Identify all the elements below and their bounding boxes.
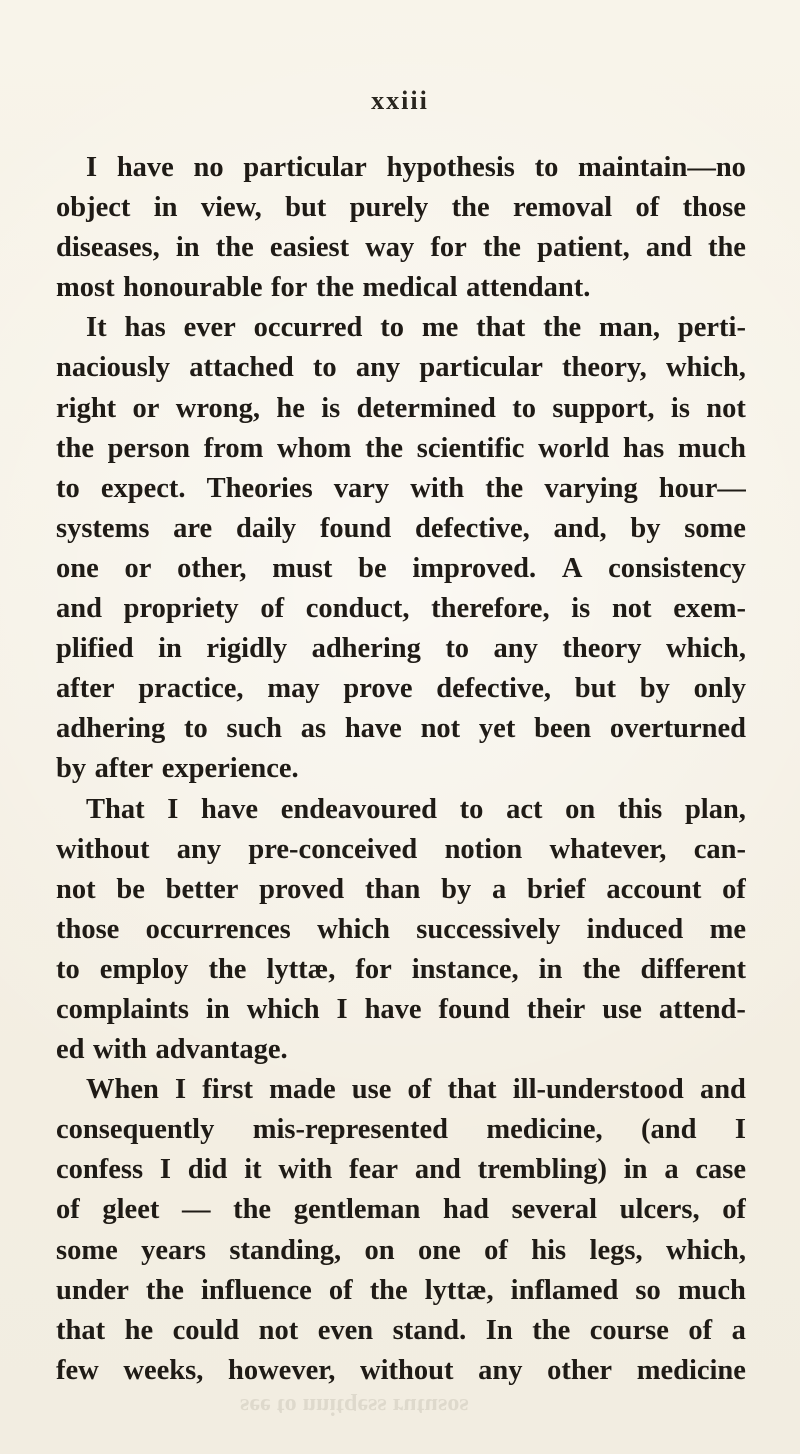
word: to	[56, 472, 80, 504]
word: prove	[343, 673, 413, 705]
word: lyttæ,	[424, 1274, 494, 1306]
word: any	[493, 633, 538, 665]
word: When	[86, 1074, 159, 1106]
word: I	[86, 152, 98, 183]
word: have	[116, 152, 174, 183]
word: one	[56, 552, 99, 584]
text-line	[56, 469, 746, 509]
word: on	[364, 1234, 395, 1266]
word: of	[407, 1074, 432, 1106]
word: with	[410, 472, 465, 504]
word: did	[187, 1154, 228, 1186]
word: induced	[586, 913, 684, 945]
word: removal	[512, 192, 613, 224]
word: which,	[665, 1234, 746, 1266]
word: such	[226, 713, 282, 745]
word: weeks,	[123, 1354, 204, 1386]
word: that	[447, 1074, 497, 1106]
word: to	[312, 352, 337, 384]
word: consistency	[608, 552, 746, 584]
word: without	[360, 1354, 454, 1386]
text-line	[56, 549, 746, 589]
word: to	[184, 713, 208, 745]
word: the	[365, 432, 404, 464]
word: different	[640, 953, 746, 985]
word: several	[511, 1194, 598, 1226]
word: a	[664, 1154, 679, 1186]
word: be	[116, 873, 145, 905]
word: defective,	[415, 512, 530, 544]
word: I	[159, 1154, 171, 1186]
word: of	[260, 593, 285, 625]
word: hour—	[658, 472, 746, 504]
word: the	[208, 953, 247, 985]
word: account	[606, 873, 702, 905]
word: so	[635, 1274, 661, 1306]
word: most	[56, 272, 115, 304]
word: be	[358, 552, 387, 584]
word: In	[485, 1314, 513, 1346]
word: not	[420, 713, 461, 745]
word: and	[645, 232, 692, 264]
word: influence	[200, 1274, 312, 1306]
word: theory	[562, 633, 642, 665]
word: years	[141, 1234, 207, 1266]
word: after	[94, 753, 154, 785]
word: that	[56, 1314, 106, 1346]
text-line	[56, 870, 746, 910]
word: to	[445, 633, 470, 665]
word: rigidly	[206, 633, 288, 665]
word: from	[203, 432, 264, 464]
text-line	[56, 389, 746, 429]
word: instance,	[411, 953, 519, 985]
word: notion	[444, 833, 523, 865]
word: proved	[259, 873, 345, 905]
word: course	[589, 1314, 669, 1346]
word: naciously	[56, 352, 171, 384]
word: varying	[544, 472, 638, 504]
word: Theories	[206, 472, 313, 504]
word: stand.	[392, 1314, 467, 1346]
text-line	[56, 790, 746, 830]
word: to	[512, 392, 537, 424]
word: the	[482, 232, 521, 264]
word: has	[623, 432, 665, 464]
word: successively	[416, 913, 561, 945]
word: on	[565, 793, 596, 825]
word: endeavoured	[280, 793, 437, 825]
word: he	[124, 1314, 154, 1346]
word: lyttæ,	[266, 953, 336, 985]
show-through-text: see to nnitqess rutusos	[240, 1393, 469, 1419]
word: the	[369, 1274, 408, 1306]
text-line	[56, 1271, 746, 1311]
text-line	[56, 669, 746, 709]
word: occurred	[253, 312, 363, 344]
word: and	[56, 593, 102, 625]
word: the	[145, 1274, 184, 1306]
word: than	[364, 873, 421, 905]
word: of	[635, 192, 660, 224]
word: few	[56, 1354, 99, 1386]
word: any	[355, 352, 401, 384]
word: his	[531, 1234, 567, 1266]
word: one	[417, 1234, 461, 1266]
word: practice,	[138, 673, 244, 705]
word: act	[506, 793, 543, 825]
word: this	[617, 793, 663, 825]
word: not	[56, 873, 96, 905]
word: by	[441, 873, 472, 905]
word: of	[688, 1314, 713, 1346]
word: yet	[478, 713, 516, 745]
word: it	[244, 1154, 262, 1186]
text-line	[56, 910, 746, 950]
word: standing,	[229, 1234, 342, 1266]
word: attached	[189, 352, 294, 384]
word: by	[639, 673, 670, 705]
text-line	[56, 1030, 746, 1070]
word: medical	[362, 272, 458, 304]
text-line	[56, 1351, 746, 1391]
word: for	[430, 232, 467, 264]
word: A	[561, 552, 583, 584]
text-line	[56, 1070, 746, 1110]
word: found	[319, 512, 392, 544]
word: plan,	[684, 793, 746, 825]
word: ever	[183, 312, 236, 344]
word: adhering	[56, 713, 166, 745]
word: mis-represented	[252, 1114, 448, 1146]
word: the	[485, 472, 524, 504]
text-line	[56, 1150, 746, 1190]
word: only	[693, 673, 746, 705]
word: the	[532, 1314, 571, 1346]
word: those	[56, 913, 120, 945]
word: of	[328, 1274, 353, 1306]
word: in	[623, 1154, 648, 1186]
word: better	[165, 873, 239, 905]
word: some	[684, 512, 746, 544]
word: had	[443, 1194, 489, 1226]
word: particular	[419, 352, 543, 384]
word: in	[538, 953, 563, 985]
word: determined	[356, 392, 496, 424]
word: not	[611, 593, 652, 625]
word: after	[56, 673, 115, 705]
word: by	[630, 512, 661, 544]
word: have	[201, 793, 259, 825]
word: any	[176, 833, 222, 865]
word: confess	[56, 1154, 144, 1186]
word: gentleman	[293, 1194, 421, 1226]
word: adhering	[311, 633, 421, 665]
word: particular	[243, 152, 367, 183]
word: has	[124, 312, 166, 344]
word: is	[670, 392, 690, 424]
word: use	[602, 993, 642, 1025]
word: It	[86, 312, 107, 344]
word: person	[107, 432, 191, 464]
word: consequently	[56, 1114, 215, 1146]
word: therefore,	[431, 593, 550, 625]
word: legs,	[589, 1234, 643, 1266]
text-line	[56, 709, 746, 749]
word: me	[709, 913, 746, 945]
text-line	[56, 509, 746, 549]
text-line	[56, 830, 746, 870]
word: support,	[552, 392, 655, 424]
word: overturned	[609, 713, 746, 745]
word: can-	[693, 833, 746, 865]
word: world	[538, 432, 610, 464]
word: in	[153, 192, 178, 224]
word: for	[355, 953, 392, 985]
word: however,	[228, 1354, 336, 1386]
word: and	[414, 1154, 461, 1186]
page-number: xxiii	[371, 86, 429, 115]
body-text	[56, 148, 746, 1391]
word: is	[571, 593, 591, 625]
word: patient,	[537, 232, 630, 264]
word: plified	[56, 633, 134, 665]
word: occurrences	[145, 913, 291, 945]
word: under	[56, 1274, 129, 1306]
word: which,	[665, 633, 746, 665]
word: but	[285, 192, 327, 224]
word: fear	[349, 1154, 399, 1186]
word: right	[56, 392, 117, 424]
word: attend-	[658, 993, 746, 1025]
word: in	[205, 993, 230, 1025]
word: view,	[200, 192, 262, 224]
word: to	[56, 953, 80, 985]
word: which	[317, 913, 390, 945]
word: without	[56, 833, 150, 865]
word: —	[181, 1194, 211, 1226]
word: use	[351, 1074, 392, 1106]
word: I	[167, 793, 179, 825]
word: ill-understood	[512, 1074, 684, 1106]
word: that	[476, 312, 526, 344]
word: their	[526, 993, 586, 1025]
word: to	[380, 312, 404, 344]
word: complaints	[56, 993, 190, 1025]
word: honourable	[123, 272, 263, 304]
word: attendant.	[466, 272, 591, 304]
text-line	[56, 990, 746, 1030]
word: improved.	[412, 552, 537, 584]
word: me	[421, 312, 459, 344]
word: employ	[99, 953, 189, 985]
word: brief	[527, 873, 586, 905]
word: other,	[177, 552, 247, 584]
word: (and	[641, 1114, 697, 1146]
word: a	[492, 873, 507, 905]
word: is	[321, 392, 341, 424]
word: which,	[665, 352, 746, 384]
word: are	[173, 512, 213, 544]
word: other	[547, 1354, 613, 1386]
word: easiest	[269, 232, 350, 264]
word: in	[175, 232, 200, 264]
word: perti-	[677, 312, 746, 344]
word: even	[317, 1314, 374, 1346]
word: been	[534, 713, 592, 745]
word: must	[272, 552, 333, 584]
word: whatever,	[549, 833, 667, 865]
text-line	[56, 1231, 746, 1271]
word: hypothesis	[386, 152, 515, 183]
text-line	[56, 950, 746, 990]
word: way	[365, 232, 415, 264]
word: with	[278, 1154, 333, 1186]
word: scientific	[416, 432, 525, 464]
word: vary	[333, 472, 390, 504]
word: expect.	[100, 472, 186, 504]
word: inflamed	[510, 1274, 619, 1306]
word: as	[300, 713, 327, 745]
word: the	[233, 1194, 272, 1226]
text-line	[56, 1190, 746, 1230]
word: any	[478, 1354, 523, 1386]
word: a	[731, 1314, 746, 1346]
word: or	[124, 552, 152, 584]
word: I	[734, 1114, 746, 1146]
word: the	[451, 192, 490, 224]
word: defective,	[436, 673, 552, 705]
word: by	[56, 753, 87, 785]
word: man,	[599, 312, 661, 344]
word: not	[706, 392, 746, 424]
word: experience.	[161, 753, 299, 785]
text-line	[56, 228, 746, 268]
word: have	[344, 713, 402, 745]
word: with	[93, 1034, 147, 1066]
text-line	[56, 308, 746, 348]
text-line	[56, 348, 746, 388]
word: have	[364, 993, 422, 1025]
word: medicine,	[486, 1114, 603, 1146]
word: for	[271, 272, 308, 304]
word: conduct,	[305, 593, 410, 625]
text-line	[56, 589, 746, 629]
word: the	[707, 232, 746, 264]
word: ed	[56, 1034, 85, 1066]
word: he	[276, 392, 305, 424]
word: case	[695, 1154, 746, 1186]
word: of	[56, 1194, 80, 1226]
word: of	[722, 1194, 746, 1226]
word: advantage.	[155, 1034, 288, 1066]
word: much	[677, 1274, 746, 1306]
word: or	[132, 392, 160, 424]
word: first	[202, 1074, 253, 1106]
word: exem-	[673, 593, 746, 625]
word: diseases,	[56, 232, 160, 264]
word: daily	[235, 512, 297, 544]
text-line	[56, 148, 746, 188]
word: the	[582, 953, 621, 985]
word: which	[246, 993, 320, 1025]
text-line	[56, 268, 746, 308]
word: some	[56, 1234, 118, 1266]
word: whom	[276, 432, 352, 464]
word: That	[86, 793, 145, 825]
text-line	[56, 749, 746, 789]
word: no	[193, 152, 224, 183]
word: found	[438, 993, 510, 1025]
word: maintain—no	[578, 152, 746, 183]
word: and	[699, 1074, 746, 1106]
word: to	[534, 152, 559, 183]
word: theory,	[562, 352, 647, 384]
word: pre-conceived	[248, 833, 418, 865]
word: the	[543, 312, 582, 344]
word: propriety	[123, 593, 239, 625]
text-line	[56, 188, 746, 228]
word: made	[269, 1074, 336, 1106]
word: I	[336, 993, 348, 1025]
word: I	[175, 1074, 187, 1106]
word: medicine	[636, 1354, 746, 1386]
word: purely	[349, 192, 429, 224]
word: those	[682, 192, 746, 224]
word: to	[459, 793, 484, 825]
word: could	[172, 1314, 240, 1346]
word: of	[722, 873, 746, 905]
word: in	[158, 633, 182, 665]
word: but	[574, 673, 616, 705]
word: may	[267, 673, 320, 705]
word: object	[56, 192, 131, 224]
word: ulcers,	[619, 1194, 700, 1226]
text-line	[56, 629, 746, 669]
word: of	[484, 1234, 508, 1266]
word: the	[315, 272, 354, 304]
word: systems	[56, 512, 150, 544]
word: and,	[553, 512, 607, 544]
word: much	[677, 432, 746, 464]
word: wrong,	[175, 392, 260, 424]
text-line	[56, 1110, 746, 1150]
word: the	[215, 232, 254, 264]
word: not	[258, 1314, 299, 1346]
text-line	[56, 429, 746, 469]
word: trembling)	[477, 1154, 607, 1186]
word: gleet	[102, 1194, 160, 1226]
text-line	[56, 1311, 746, 1351]
word: the	[56, 432, 94, 464]
